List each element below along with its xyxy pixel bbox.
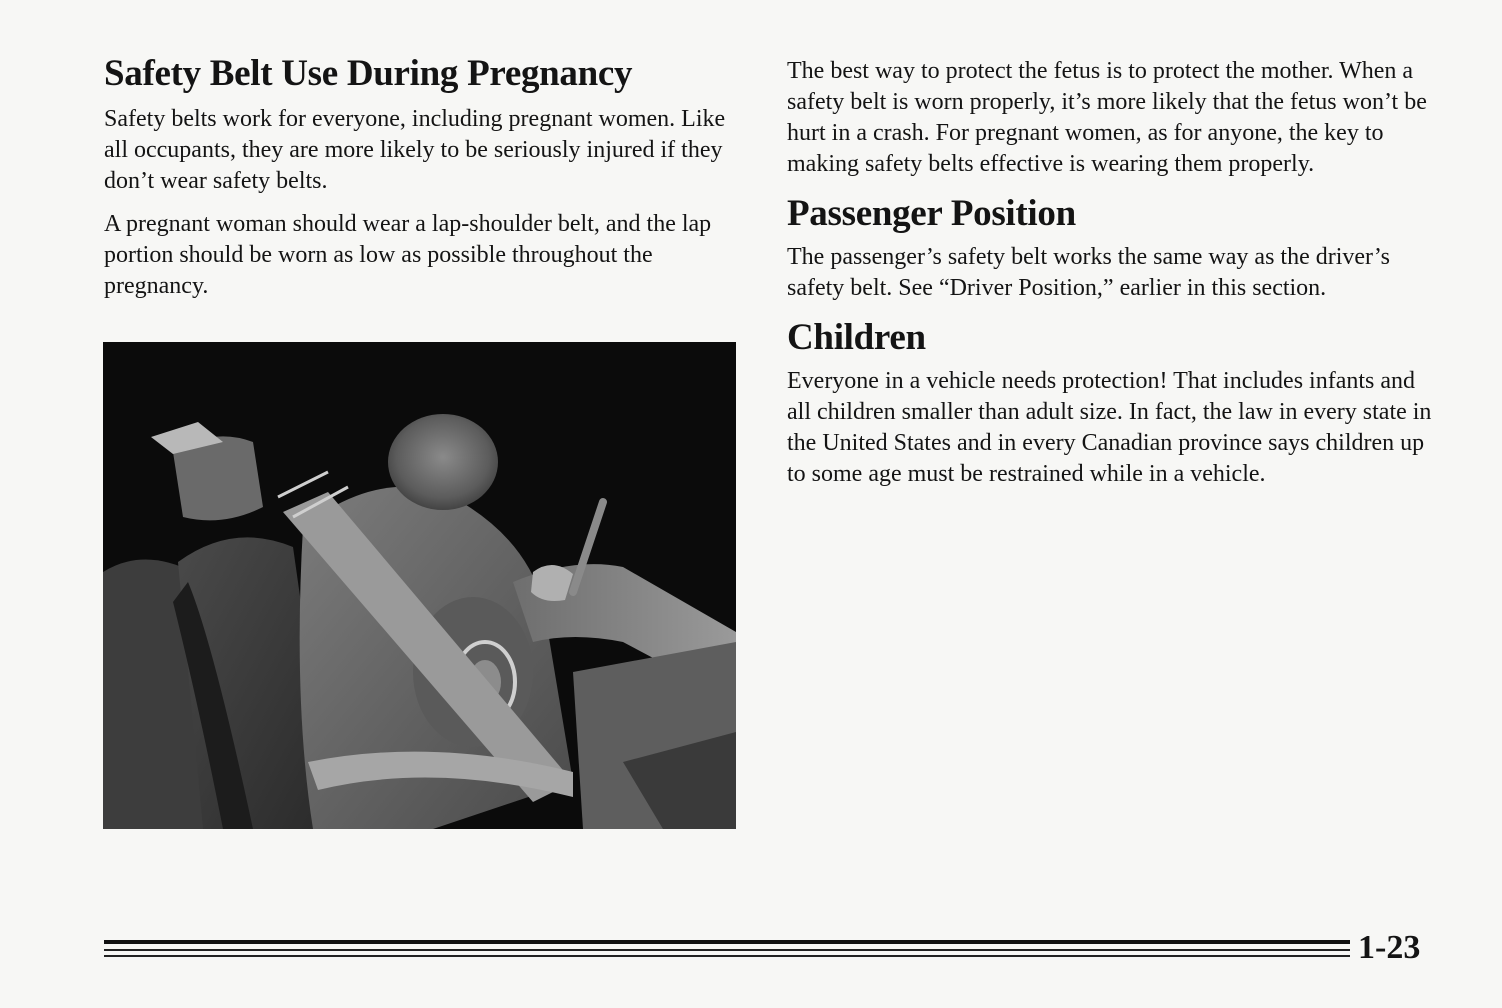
right-column <box>787 56 1437 502</box>
heading-safety-belt-pregnancy: Safety Belt Use During Pregnancy <box>104 53 633 94</box>
paragraph-passenger-belt: The passenger’s safety belt works the same way as the driver’s safety belt. See “Driver Position,” earlier in this section. <box>787 244 1390 301</box>
paragraph-children-protection: Everyone in a vehicle needs protection! That includes infants and all children smaller than adult size. In fact, the law in every state in the United States and in every Canadian province says children up to some age must be restrained while in a vehicle. <box>787 368 1432 487</box>
paragraph-safety-belts-everyone: Safety belts work for everyone, including pregnant women. Like all occupants, they are more likely to be seriously injured if they don’t wear safety belts. <box>104 106 726 194</box>
footer-rule-thick <box>104 940 1350 944</box>
footer-rule <box>104 940 1350 958</box>
footer-rule-thin <box>104 949 1350 951</box>
page-number: 1-23 <box>1358 929 1421 966</box>
footer-rule-thin <box>104 955 1350 957</box>
paragraph-lap-shoulder-belt: A pregnant woman should wear a lap-shoulder belt, and the lap portion should be worn as low as possible throughout the pregnancy. <box>104 211 712 299</box>
heading-children: Children <box>787 317 926 358</box>
pregnant-woman-belt-illustration <box>103 342 736 829</box>
paragraph-protect-fetus: The best way to protect the fetus is to protect the mother. When a safety belt is worn properly, it’s more likely that the fetus won’t be hurt in a crash. For pregnant women, as for anyone, the key to making safety belts effective is wearing them properly. <box>787 58 1427 177</box>
left-column <box>104 52 734 314</box>
heading-passenger-position: Passenger Position <box>787 193 1076 234</box>
